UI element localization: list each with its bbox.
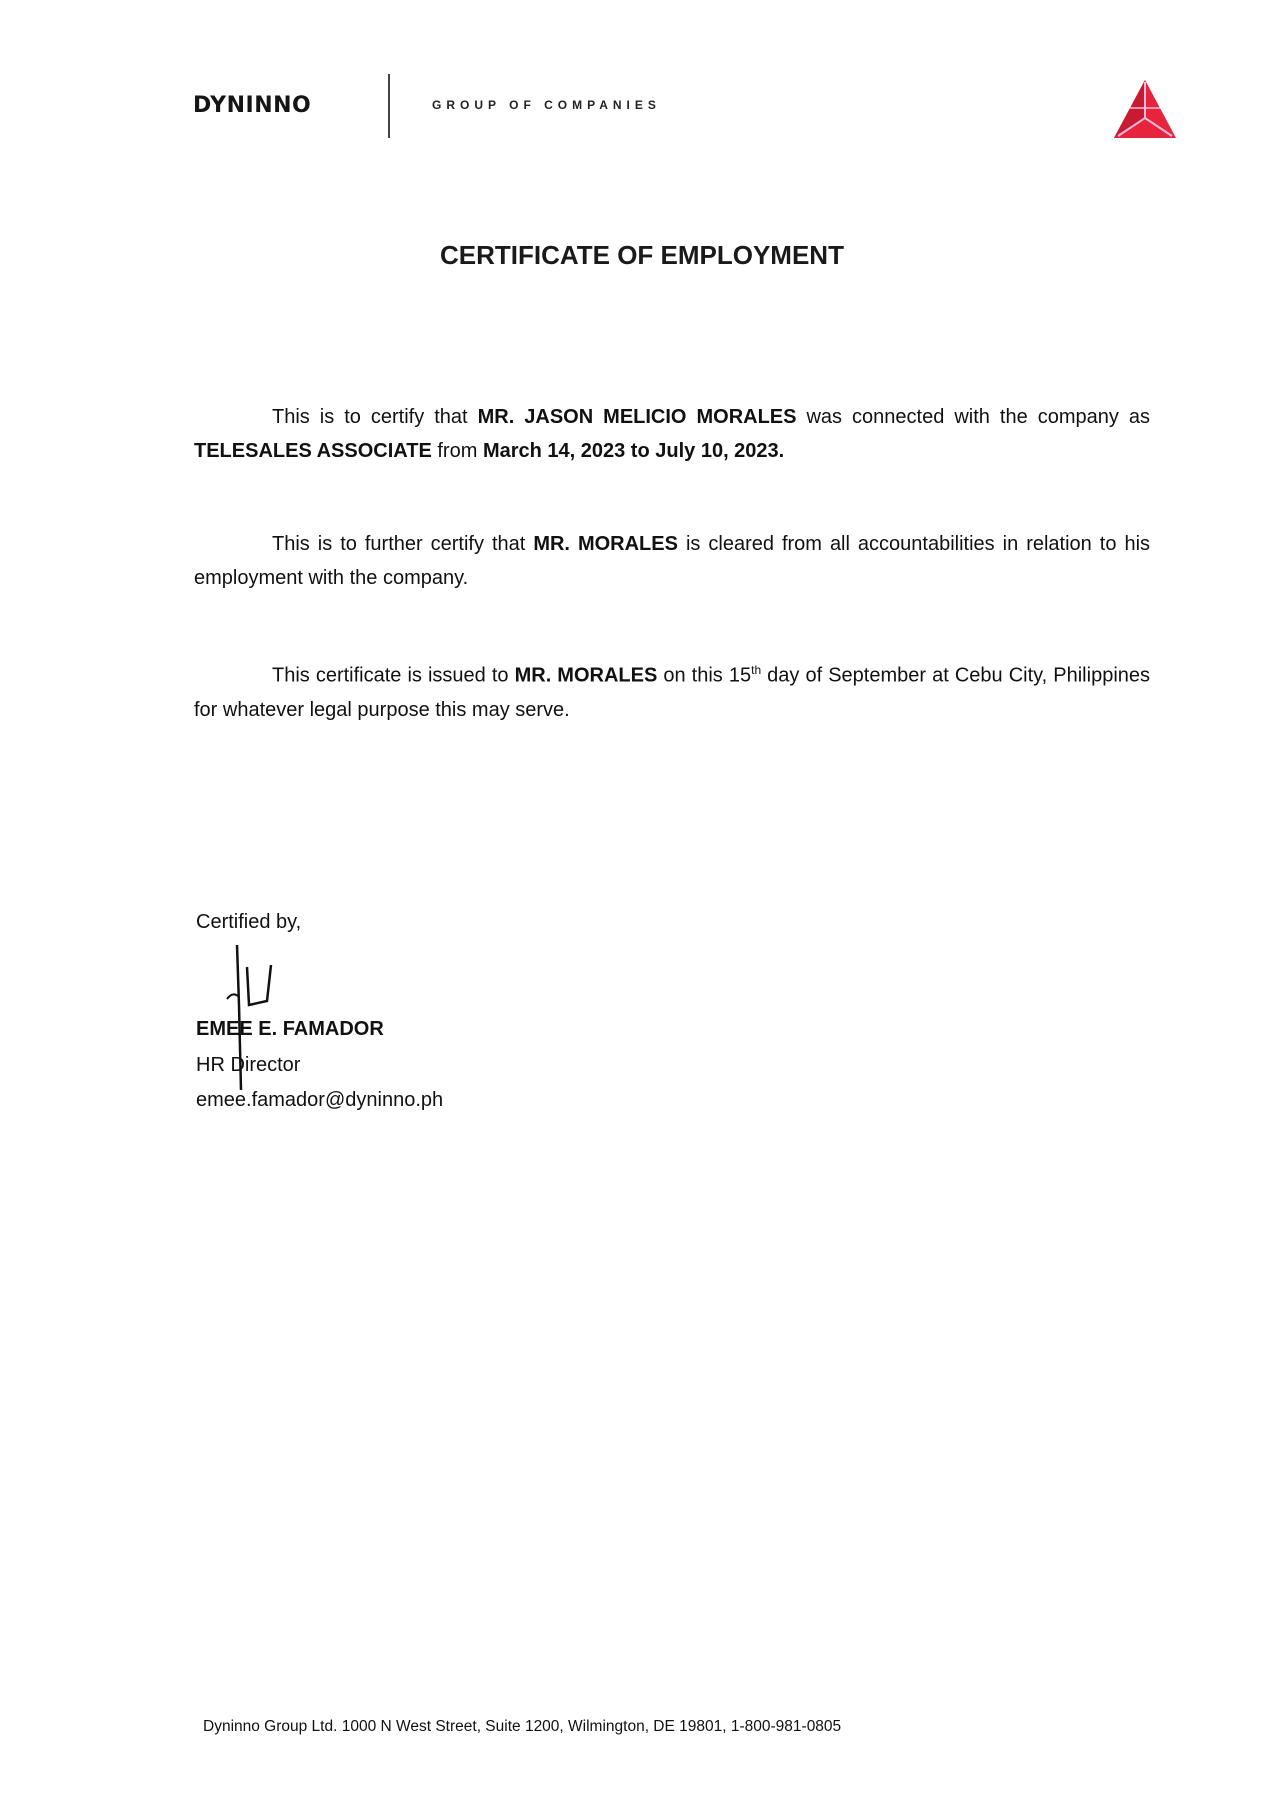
text: on this 15 [657,664,752,687]
job-title: TELESALES ASSOCIATE [194,440,432,462]
certified-by-label: Certified by, [196,911,302,933]
text: This certificate is issued to [272,664,515,687]
paragraph-clearance [194,527,1150,595]
ordinal-suffix: th [751,663,762,677]
text: from [431,440,483,462]
text: This is to further certify that [272,533,534,555]
triangle-logo-icon [1112,78,1178,140]
brand-logo-text: DYNINNO [193,93,312,118]
header-tagline: GROUP OF COMPANIES [432,98,661,112]
signatory-email: emee.famador@dyninno.ph [196,1089,444,1111]
employee-short-name: MR. MORALES [533,533,678,555]
paragraph-issuance [194,653,1150,727]
document-title: CERTIFICATE OF EMPLOYMENT [440,240,844,270]
employment-dates: March 14, 2023 to July 10, 2023. [482,440,785,462]
text: is cleared from all accountabilities in relation to his employment with the company. [194,533,1151,589]
text: This is to certify that [272,406,478,428]
employee-short-name: MR. MORALES [514,664,658,687]
signatory-role: HR Director [196,1054,301,1076]
header-divider [388,74,390,138]
text: was connected with the company as [796,406,1150,428]
employee-name: MR. JASON MELICIO MORALES [477,406,797,428]
text: day of September at Cebu City, Philippines for whatever legal purpose this may serve. [194,664,1151,721]
signatory-name: EMEE E. FAMADOR [196,1018,384,1040]
paragraph-employment [194,400,1150,468]
footer-address: Dyninno Group Ltd. 1000 N West Street, Suite 1200, Wilmington, DE 19801, 1-800-981-0805 [203,1718,842,1735]
